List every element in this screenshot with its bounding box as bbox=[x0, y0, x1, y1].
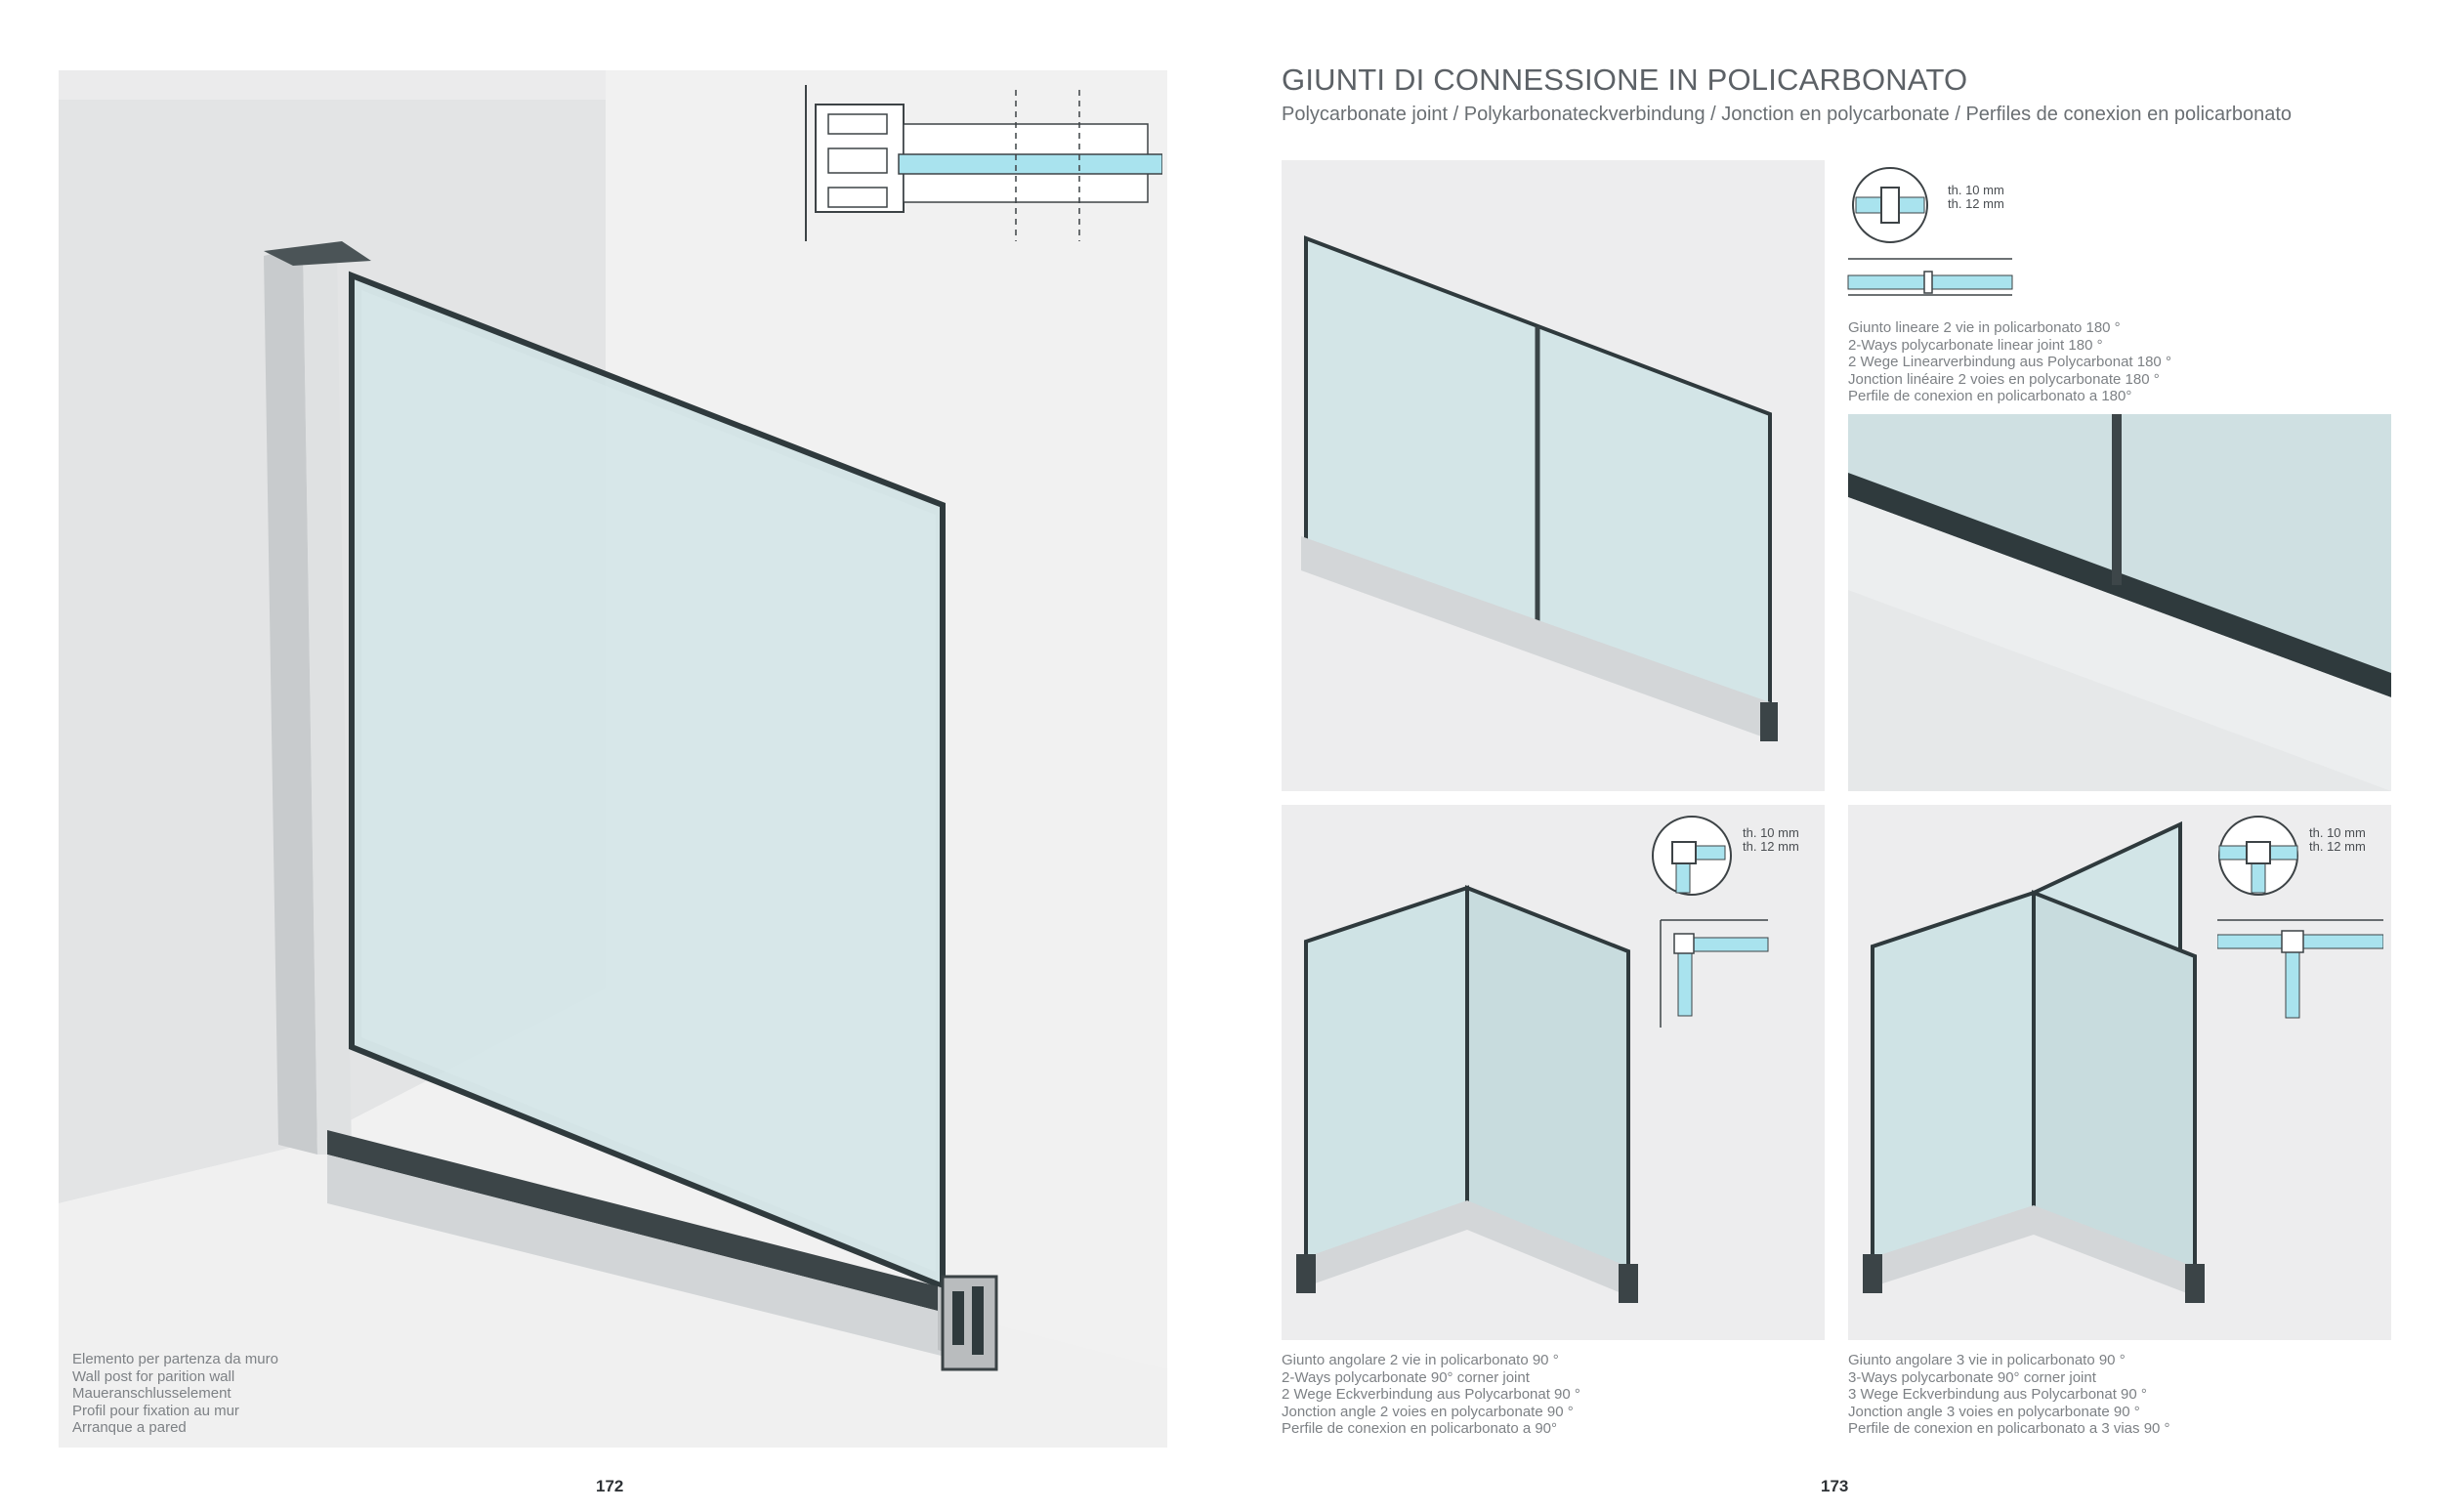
wall-post-caption bbox=[72, 1351, 278, 1437]
corner-3-ways-caption bbox=[1848, 1352, 2170, 1438]
page-number-right: 173 bbox=[1821, 1477, 1849, 1495]
thickness-10mm: th. 10 mm bbox=[1743, 825, 1799, 840]
corner-2-ways-photo bbox=[1282, 805, 1825, 1340]
caption-line: Arranque a pared bbox=[72, 1419, 187, 1436]
corner-2-ways-caption bbox=[1282, 1352, 1580, 1438]
page-title: GIUNTI DI CONNESSIONE IN POLICARBONATO bbox=[1282, 63, 1968, 97]
caption-line: Profil pour fixation au mur bbox=[72, 1402, 239, 1419]
caption-line: Maueranschlusselement bbox=[72, 1385, 232, 1402]
caption-line: 2 Wege Eckverbindung aus Polycarbonat 90 ° bbox=[1282, 1386, 1580, 1403]
caption-line: Jonction angle 2 voies en polycarbonate 90 ° bbox=[1282, 1403, 1574, 1420]
thickness-12mm: th. 12 mm bbox=[1948, 196, 2004, 211]
wall-post-section-diagram bbox=[801, 80, 1162, 246]
caption-line: Giunto lineare 2 vie in policarbonato 180 ° bbox=[1848, 319, 2121, 336]
corner-3-ways-photo bbox=[1848, 805, 2391, 1340]
caption-line: Perfile de conexion en policarbonato a 180° bbox=[1848, 388, 2132, 404]
caption-line: 2 Wege Linearverbindung aus Polycarbonat 180 ° bbox=[1848, 354, 2171, 370]
wall-post-illustration bbox=[59, 70, 1167, 1448]
caption-line: Jonction linéaire 2 voies en polycarbonate 180 ° bbox=[1848, 370, 2160, 388]
page-subtitle: Polycarbonate joint / Polykarbonateckverbindung / Jonction en polycarbonate / Perfiles de conexion en policarbonato bbox=[1282, 104, 2292, 125]
linear-joint-illustration bbox=[1282, 160, 1825, 791]
linear-joint-closeup-photo bbox=[1848, 414, 2391, 791]
thickness-12mm: th. 12 mm bbox=[2309, 839, 2366, 854]
linear-joint-photo bbox=[1282, 160, 1825, 791]
corner-2-ways-thickness bbox=[1743, 826, 1799, 854]
thickness-10mm: th. 10 mm bbox=[2309, 825, 2366, 840]
page-number-left: 172 bbox=[596, 1477, 624, 1495]
caption-line: 2-Ways polycarbonate 90° corner joint bbox=[1282, 1368, 1530, 1386]
thickness-12mm: th. 12 mm bbox=[1743, 839, 1799, 854]
thickness-10mm: th. 10 mm bbox=[1948, 183, 2004, 197]
caption-line: Perfile de conexion en policarbonato a 3 vias 90 ° bbox=[1848, 1420, 2170, 1437]
linear-joint-thickness bbox=[1948, 184, 2004, 211]
wall-post-photo bbox=[59, 70, 1167, 1448]
caption-line: Wall post for parition wall bbox=[72, 1367, 235, 1385]
caption-line: Perfile de conexion en policarbonato a 90° bbox=[1282, 1420, 1558, 1437]
caption-line: 3 Wege Eckverbindung aus Polycarbonat 90 ° bbox=[1848, 1386, 2147, 1403]
linear-joint-closeup-illustration bbox=[1848, 414, 2391, 791]
caption-line: Elemento per partenza da muro bbox=[72, 1351, 278, 1367]
corner-3-ways-thickness bbox=[2309, 826, 2366, 854]
linear-joint-caption bbox=[1848, 319, 2171, 405]
caption-line: Giunto angolare 3 vie in policarbonato 90 ° bbox=[1848, 1352, 2126, 1368]
caption-line: Jonction angle 3 voies en polycarbonate 90 ° bbox=[1848, 1403, 2140, 1420]
caption-line: 2-Ways polycarbonate linear joint 180 ° bbox=[1848, 336, 2103, 354]
caption-line: Giunto angolare 2 vie in policarbonato 90 ° bbox=[1282, 1352, 1559, 1368]
caption-line: 3-Ways polycarbonate 90° corner joint bbox=[1848, 1368, 2096, 1386]
